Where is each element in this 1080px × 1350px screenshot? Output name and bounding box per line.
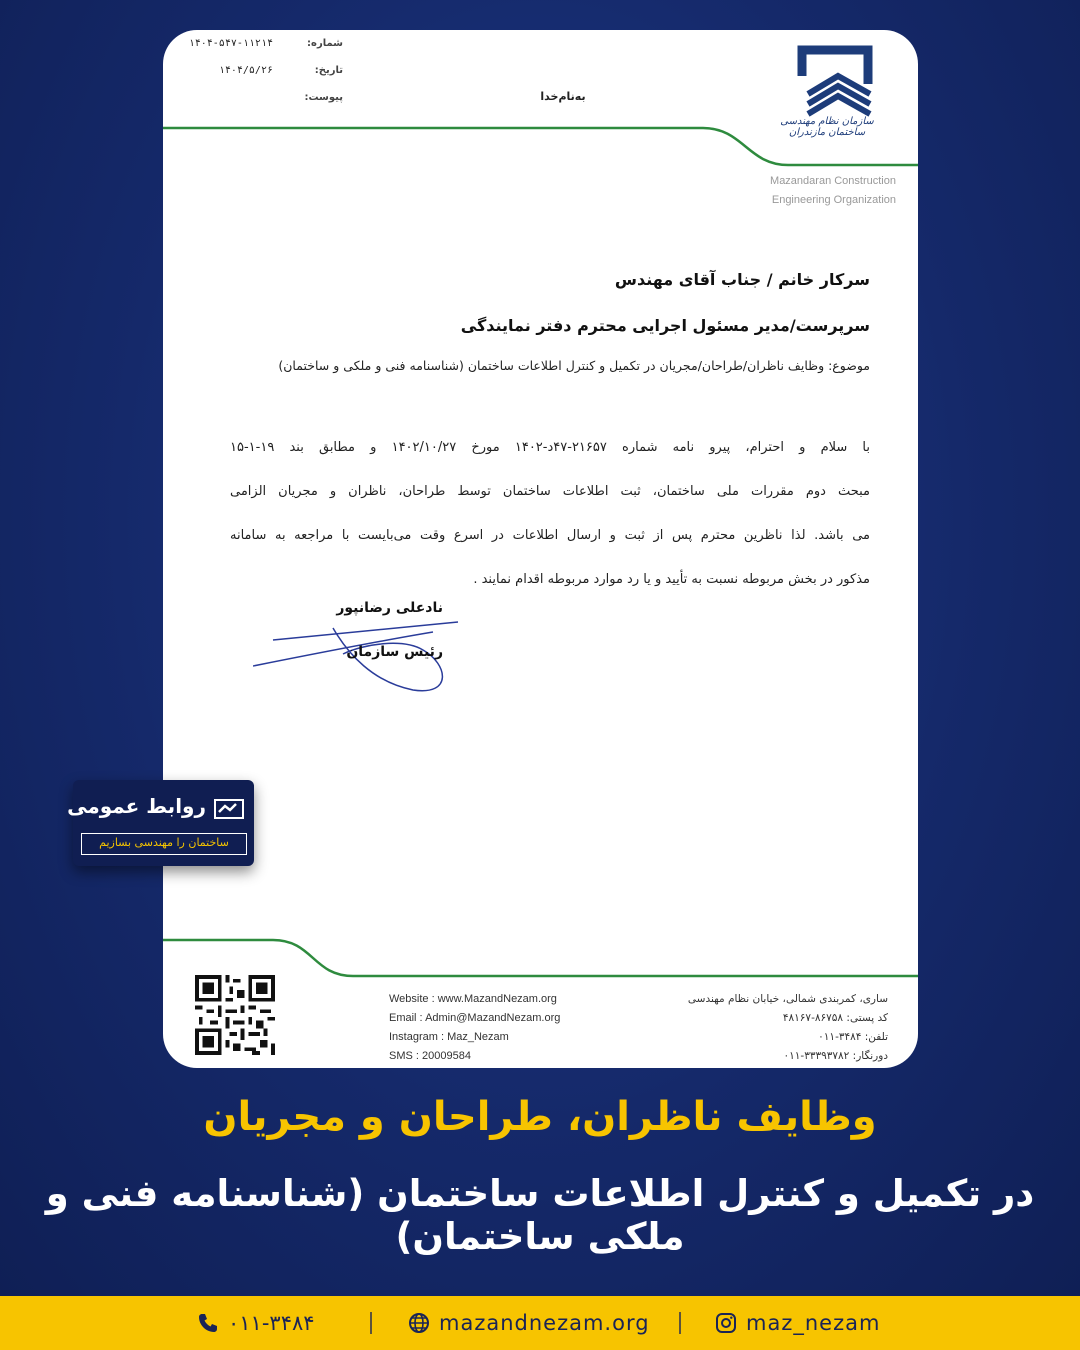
org-name-en-line2: Engineering Organization [771,194,896,206]
org-name-en-line1: Mazandaran Construction [770,175,896,187]
footer-postal: کد پستی: ۸۶۷۵۸-۴۸۱۶۷ [782,1012,888,1024]
footer-website: Website : www.MazandNezam.org [389,993,557,1005]
number-value: ۱۴۰۴-۵۴۷-۱۱۲۱۴ [188,38,273,49]
phone-icon [196,1311,220,1335]
org-name-en [736,172,896,210]
instagram-icon [714,1311,738,1335]
letter-body [230,426,870,602]
handshake-icon [212,792,246,826]
headline-line2: در تکمیل و کنترل اطلاعات ساختمان (شناسنامه فنی و ملکی ساختمان) [45,1172,1035,1258]
website-url: mazandnezam.org [439,1311,650,1335]
basmala: به‌نام‌خدا [540,90,586,103]
badge-title: روابط عمومی [67,794,206,818]
attachment-label: پیوست: [304,92,343,103]
instagram-handle: maz_nezam [746,1311,881,1335]
body-line: مذکور در بخش مربوطه نسبت به تأیید و یا رد موارد مربوطه اقدام نمایند . [473,572,870,587]
phone-link[interactable] [196,1296,315,1350]
date-label: تاریخ: [314,65,343,76]
addressee-line2: سرپرست/مدیر مسئول اجرایی محترم دفتر نمایندگی [460,316,870,335]
body-line: با سلام و احترام، پیرو نامه شماره ۲۱۶۵۷-۴۷د-۱۴۰۲ مورخ ۱۴۰۲/۱۰/۲۷ و مطابق بند ۱۹-۱-۱۵ [230,440,870,455]
footer-address-line: ساری، کمربندی شمالی، خیابان نظام مهندسی [687,993,888,1005]
globe-icon [407,1311,431,1335]
number-label: شماره: [307,38,343,49]
footer-phone: تلفن: ۳۴۸۴-۰۱۱ [818,1031,888,1043]
bottom-contact-bar [0,1296,1080,1350]
letter-date [203,65,343,92]
body-line: می باشد. لذا ناظرین محترم پس از ثبت و ارسال اطلاعات در اسرع وقت می‌بایست با مراجعه به سامانه [230,528,870,543]
letter-document [163,30,918,1068]
footer-fax: دورنگار: ۳۳۳۹۳۷۸۲-۰۱۱ [783,1050,888,1062]
public-relations-badge [67,780,254,866]
footer-contacts [389,990,619,1066]
website-link[interactable] [407,1296,650,1350]
footer-curve [163,930,918,990]
org-name-fa: سازمان نظام مهندسی ساختمان مازندران [780,116,874,138]
signer-title: رئیس سازمان [346,644,443,660]
footer-email: Email : Admin@MazandNezam.org [389,1012,561,1024]
letter-number [188,38,343,65]
phone-number: ۰۱۱-۳۴۸۴ [228,1311,315,1335]
badge-subtitle: ساختمان را مهندسی بسازیم [81,833,247,855]
body-line: مبحث دوم مقررات ملی ساختمان، ثبت اطلاعات ساختمان توسط طراحان، ناظران و مجریان الزامی [230,484,870,499]
date-value: ۱۴۰۴/۵/۲۶ [218,65,273,76]
qr-code-icon [195,975,275,1055]
addressee-line1: سرکار خانم / جناب آقای مهندس [614,270,870,289]
footer-instagram: Instagram : Maz_Nezam [389,1031,509,1043]
letter-subject: موضوع: وظایف ناظران/طراحان/مجریان در تکمیل و کنترل اطلاعات ساختمان (شناسنامه فنی و ملکی و ساختمان) [278,358,870,373]
letter-attachment [203,92,343,119]
separator [370,1312,372,1334]
letter-meta [188,38,343,119]
footer-address [658,990,888,1066]
footer-sms: SMS : 20009584 [389,1050,471,1062]
instagram-link[interactable] [714,1296,880,1350]
signer-name: نادعلی رضانپور [336,600,443,616]
headline-line1: وظایف ناظران، طراحان و مجریان [203,1094,877,1140]
separator [679,1312,681,1334]
